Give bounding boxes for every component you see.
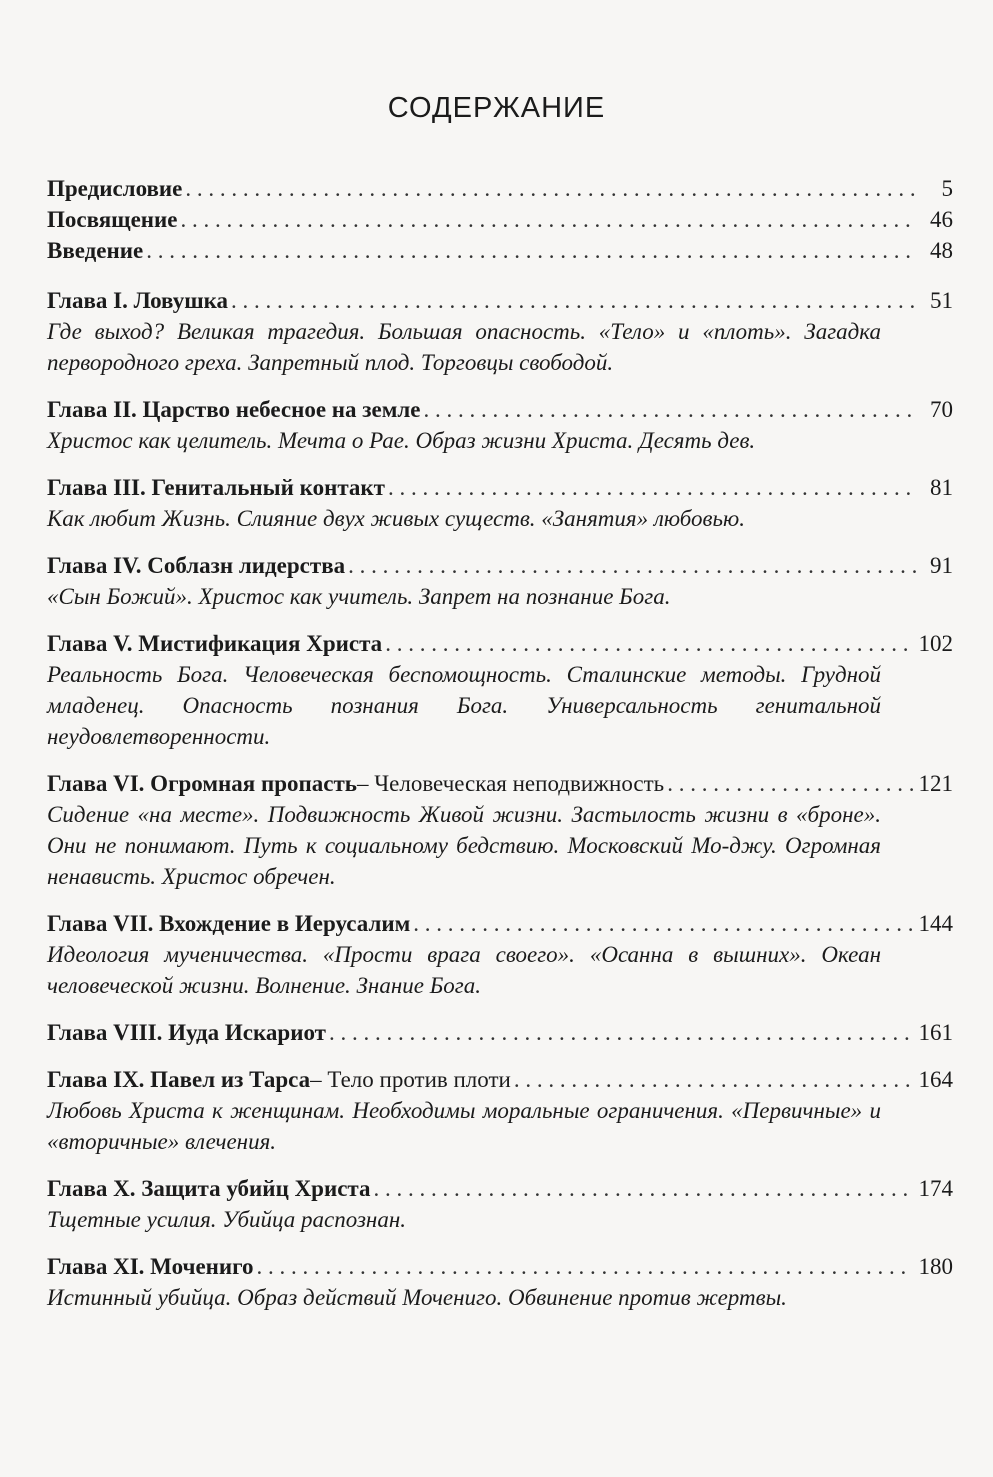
toc-entry-chapter-9[interactable] xyxy=(47,1064,953,1095)
toc-page-number: 51 xyxy=(930,288,953,313)
toc-page-number: 180 xyxy=(918,1254,953,1279)
toc-entry-title: Глава I. Ловушка xyxy=(47,288,229,313)
toc-entry-description: «Сын Божий». Христос как учитель. Запрет на познание Бога. xyxy=(47,584,671,609)
dot-leader xyxy=(231,285,917,316)
toc-entry-dedication[interactable] xyxy=(47,204,953,235)
dot-leader xyxy=(667,768,912,799)
toc-entry-foreword[interactable] xyxy=(47,173,953,204)
toc-entry-title: Глава V. Мистификация Христа xyxy=(47,631,383,656)
toc-entry-chapter-1[interactable] xyxy=(47,285,953,316)
dot-leader xyxy=(257,1251,913,1282)
toc-entry-chapter-2[interactable] xyxy=(47,394,953,425)
toc-entry-title: Посвящение xyxy=(47,207,178,232)
dot-leader xyxy=(385,628,912,659)
toc-entry-title: Глава X. Защита убийц Христа xyxy=(47,1176,371,1201)
toc-entry-description: Сидение «на месте». Подвижность Живой жизни. Застылость жизни в «броне». Они не понимают. Путь к социальному бедствию. Московский Мо-джу. Огромная ненависть. Христос обречен. xyxy=(47,802,881,889)
table-of-contents xyxy=(47,173,953,1313)
toc-entry-title: Введение xyxy=(47,238,144,263)
dot-leader xyxy=(514,1064,913,1095)
toc-entry-description: Реальность Бога. Человеческая беспомощность. Сталинские методы. Грудной младенец. Опасность познания Бога. Универсальность генитальной неудовлетворенности. xyxy=(47,662,881,749)
toc-entry-description: Идеология мученичества. «Прости врага своего». «Осанна в вышних». Океан человеческой жизни. Волнение. Знание Бога. xyxy=(47,942,881,998)
toc-entry-description: Тщетные усилия. Убийца распознан. xyxy=(47,1207,406,1232)
dot-leader xyxy=(146,235,917,266)
toc-entry-description: Как любит Жизнь. Слияние двух живых существ. «Занятия» любовью. xyxy=(47,506,745,531)
toc-entry-subtitle: – Тело против плоти xyxy=(310,1067,511,1092)
toc-entry-title: Глава XI. Мочениго xyxy=(47,1254,254,1279)
toc-page-number: 48 xyxy=(930,238,953,263)
toc-entry-subtitle: – Человеческая неподвижность xyxy=(356,771,665,796)
dot-leader xyxy=(329,1017,913,1048)
toc-entry-chapter-10[interactable] xyxy=(47,1173,953,1204)
dot-leader xyxy=(413,908,912,939)
toc-page-number: 144 xyxy=(918,911,953,936)
page-title: СОДЕРЖАНИЕ xyxy=(387,92,606,124)
toc-entry-title: Предисловие xyxy=(47,176,183,201)
toc-page-number: 164 xyxy=(918,1067,953,1092)
toc-entry-chapter-3[interactable] xyxy=(47,472,953,503)
toc-entry-description: Истинный убийца. Образ действий Мочениго. Обвинение против жертвы. xyxy=(47,1285,787,1310)
toc-page-number: 91 xyxy=(930,553,953,578)
toc-entry-description: Где выход? Великая трагедия. Большая опасность. «Тело» и «плоть». Загадка первородного греха. Запретный плод. Торговцы свободой. xyxy=(47,319,881,375)
dot-leader xyxy=(374,1173,913,1204)
toc-page-number: 81 xyxy=(930,475,953,500)
toc-page-number: 46 xyxy=(930,207,953,232)
toc-page-number: 102 xyxy=(918,631,953,656)
toc-entry-chapter-7[interactable] xyxy=(47,908,953,939)
toc-page-number: 121 xyxy=(918,771,953,796)
dot-leader xyxy=(185,173,917,204)
toc-entry-title: Глава VII. Вхождение в Иерусалим xyxy=(47,911,411,936)
toc-page-number: 161 xyxy=(918,1020,953,1045)
toc-page-number: 5 xyxy=(941,176,953,201)
toc-entry-chapter-6[interactable] xyxy=(47,768,953,799)
dot-leader xyxy=(424,394,917,425)
toc-entry-title: Глава IV. Соблазн лидерства xyxy=(47,553,346,578)
dot-leader xyxy=(388,472,917,503)
toc-entry-chapter-5[interactable] xyxy=(47,628,953,659)
toc-entry-chapter-8[interactable] xyxy=(47,1017,953,1048)
toc-entry-title: Глава II. Царство небесное на земле xyxy=(47,397,421,422)
toc-entry-description: Любовь Христа к женщинам. Необходимы моральные ограничения. «Первичные» и «вторичные» влечения. xyxy=(47,1098,881,1154)
toc-entry-title: Глава IX. Павел из Тарса xyxy=(47,1067,311,1092)
toc-entry-introduction[interactable] xyxy=(47,235,953,266)
toc-page-number: 70 xyxy=(930,397,953,422)
toc-entry-description: Христос как целитель. Мечта о Рае. Образ жизни Христа. Десять дев. xyxy=(47,428,756,453)
toc-entry-title: Глава VIII. Иуда Искариот xyxy=(47,1020,326,1045)
toc-entry-title: Глава III. Генитальный контакт xyxy=(47,475,385,500)
toc-entry-chapter-11[interactable] xyxy=(47,1251,953,1282)
dot-leader xyxy=(181,204,918,235)
toc-entry-title: Глава VI. Огромная пропасть xyxy=(47,771,357,796)
toc-page-number: 174 xyxy=(918,1176,953,1201)
toc-entry-chapter-4[interactable] xyxy=(47,550,953,581)
dot-leader xyxy=(348,550,917,581)
